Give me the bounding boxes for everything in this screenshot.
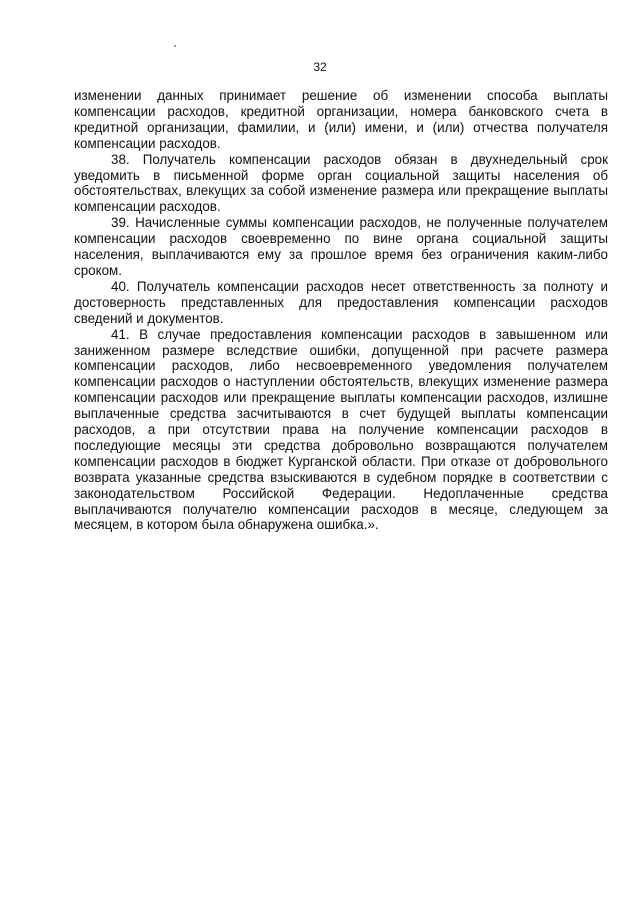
paragraph-41: 41. В случае предоставления компенсации расходов в завышенном или заниженном размере вследствие ошибки, допущенной при расчете размера компенсации расходов, либо несвоевременного уведомления получателем компенсации расходов о наступлении обстоятельств, влекущих изменение размера компенсации расходов или прекращение выплаты компенсации расходов, излишне выплаченные средства засчитываются в счет будущей выплаты компенсации расходов, а при отсутствии права на получение компенсации расходов в последующие месяцы эти средства добровольно возвращаются получателем компенсации расходов в бюджет Курганской области. При отказе от добровольного возврата указанные средства взыскиваются в судебном порядке в соответствии с законодательством Российской Федерации. Недоплаченные средства выплачиваются получателю компенсации расходов в месяце, следующем за месяцем, в котором была обнаружена ошибка.».: [74, 326, 608, 533]
paragraph-40: 40. Получатель компенсации расходов несет ответственность за полноту и достоверность представленных для предоставления компенсации расходов сведений и документов.: [74, 278, 608, 326]
scan-speck: [174, 45, 176, 47]
paragraph-39: 39. Начисленные суммы компенсации расходов, не полученные получателем компенсации расходов своевременно по вине органа социальной защиты населения, выплачиваются ему за прошлое время без ограничения каким-либо сроком.: [74, 215, 608, 278]
paragraph-38: 38. Получатель компенсации расходов обязан в двухнедельный срок уведомить в письменной форме орган социальной защиты населения об обстоятельствах, влекущих за собой изменение размера или прекращение выплаты компенсации расходов.: [74, 151, 608, 215]
paragraph-continuation: изменении данных принимает решение об изменении способа выплаты компенсации расходов, кредитной организации, номера банковского счета в кредитной организации, фамилии, и (или) имени, и (или) отчества получателя компенсации расходов.: [74, 88, 608, 151]
document-body: [74, 88, 608, 533]
page-number: 32: [313, 60, 327, 74]
